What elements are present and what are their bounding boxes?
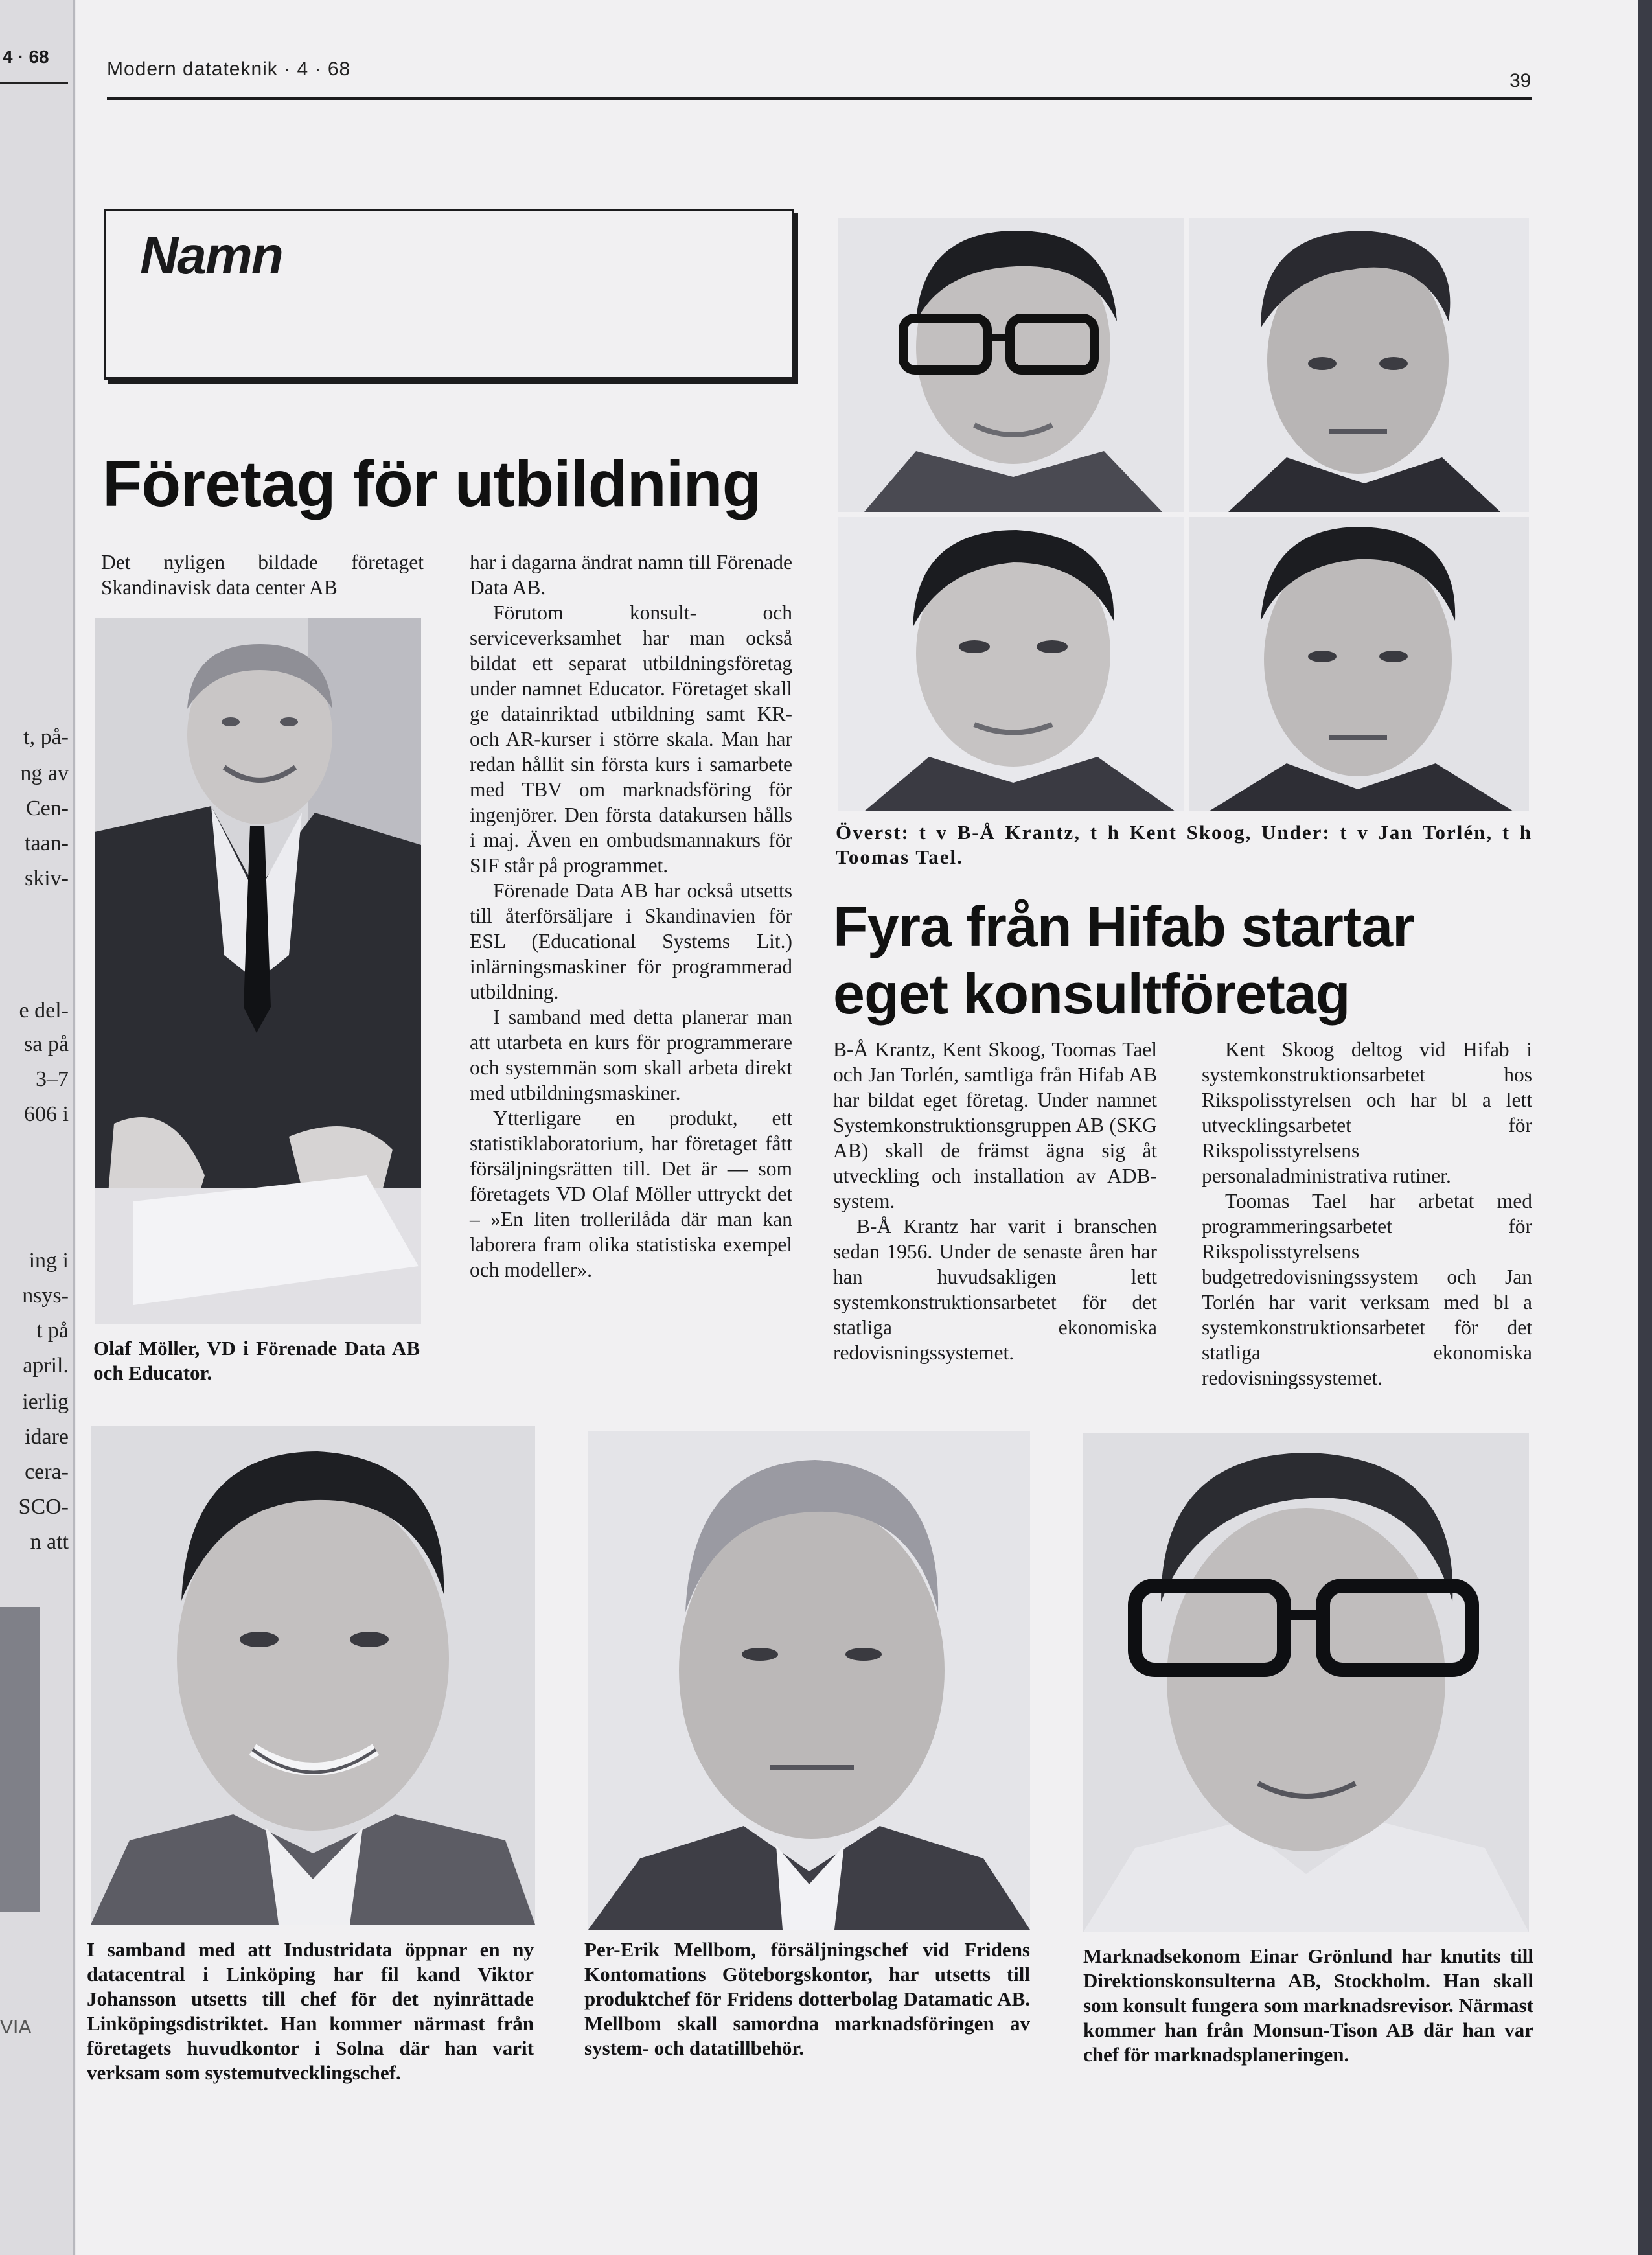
left-page-line: t på <box>36 1319 69 1343</box>
page-edge-shadow <box>1638 0 1652 2255</box>
article1-paragraph: har i dagarna ändrat namn till Förenade Data AB. <box>470 551 792 599</box>
article1-lead-column <box>101 549 424 600</box>
article1-paragraph: Förenade Data AB har också utsetts till återförsäljare i Skandinavien för ESL (Educational Systems Lit.) inlärningsmaskiner för programmerad utbildning. <box>470 879 792 1003</box>
left-page-line: taan- <box>25 831 69 855</box>
article2-headline <box>833 893 1414 1028</box>
left-page-logo: VIA <box>0 2017 32 2038</box>
left-page-line: Cen- <box>25 796 69 820</box>
article2-column-1 <box>833 1037 1157 1365</box>
article2-paragraph: Kent Skoog deltog vid Hifab i systemkonstruktionsarbetet hos Rikspolisstyrelsen och har bl a lett utvecklingsarbetet för Rikspolisstyrelsens personaladministrativa rutiner. <box>1202 1038 1532 1187</box>
caption-einar-gronlund: Marknadsekonom Einar Grönlund har knutits till Direktionskonsulterna AB, Stockholm. Han skall som konsult fungera som marknadsrevisor. Närmast kommer han från Monsun-Tison AB där han var chef för marknadsplaneringen. <box>1083 1945 1533 2066</box>
section-title-box <box>104 209 794 380</box>
article1-body <box>470 549 792 1282</box>
left-page-rule <box>0 82 68 84</box>
article1-lead: Det nyligen bildade företaget Skandinavisk data center AB <box>101 551 424 599</box>
left-page-line: e del- <box>19 999 69 1023</box>
photo-einar-gronlund <box>1083 1433 1529 1932</box>
caption-per-erik-mellbom: Per-Erik Mellbom, försäljningschef vid Fridens Kontomations Göteborgskontor, har utsetts till produktchef för Fridens dotterbolag Datamatic AB. Mellbom skall samordna marknadsföringen av system- och datatillbehör. <box>584 1938 1030 2059</box>
photo-per-erik-mellbom <box>588 1431 1030 1930</box>
article1-paragraph: Förutom konsult- och serviceverksamhet har man också bildat ett separat utbildningsföretag under namnet Educator. Företaget skall ge datainriktad utbildning samt KR- och AR-kurser i större skala. Man har redan hållit sin första kurs i samarbete med TBV om marknadsföring för ingenjörer. Den första datakursen hålls i maj. Även en ombudsmannakurs för SIF står på programmet. <box>470 601 792 877</box>
left-page-line: SCO- <box>18 1495 69 1519</box>
left-page-line: t, på- <box>23 725 69 749</box>
left-page-folio: 4 · 68 <box>3 47 49 67</box>
caption-viktor-johansson: I samband med att Industridata öppnar en ny datacentral i Linköping har fil kand Viktor Johansson utsetts till chef för det nyinrättade Linköpingsdistriktet. Han kommer närmast från företagets huvudkontor i Solna där han varit verksam som systemutvecklingschef. <box>87 1938 534 2084</box>
left-page-line: cera- <box>25 1460 69 1484</box>
article2-paragraph: B-Å Krantz, Kent Skoog, Toomas Tael och Jan Torlén, samtliga från Hifab AB har bildat eget företag. Under namnet Systemkonstruktionsgruppen AB (SKG AB) skall de främst ägna sig åt utveckling och installation av ADB-system. <box>833 1038 1157 1212</box>
left-page-line: 3–7 <box>36 1067 69 1091</box>
photo-skoog <box>1189 218 1529 512</box>
left-page-photo <box>0 1607 40 1912</box>
photo-viktor-johansson <box>91 1426 535 1925</box>
article2-headline-line: Fyra från Hifab startar <box>833 894 1414 958</box>
left-page-line: ng av <box>20 761 69 785</box>
section-title: Namn <box>140 226 282 285</box>
article1-paragraph: Ytterligare en produkt, ett statistiklaboratorium, har företaget fått försäljningsrätten till. Det är — som företagets VD Olaf Möller uttryckt det – »En liten trollerilåda där man kan laborera fram olika statistiska exempel och modeller». <box>470 1107 792 1281</box>
left-page-line: april. <box>23 1354 69 1378</box>
photo-tael <box>1189 517 1529 811</box>
page-number: 39 <box>1509 70 1532 91</box>
left-page-edge <box>0 0 75 2255</box>
left-page-line: nsys- <box>22 1284 69 1308</box>
article1-paragraph: I samband med detta planerar man att utarbeta en kurs för programmerare och systemmän som skall arbeta direkt med utbildningsmaskiner. <box>470 1006 792 1104</box>
photo-torlen <box>838 517 1184 811</box>
header-rule <box>107 97 1532 100</box>
article2-column-2 <box>1202 1037 1532 1391</box>
article2-paragraph: Toomas Tael har arbetat med programmeringsarbetet för Rikspolisstyrelsens budgetredovisningssystem och Jan Torlén har varit verksam med bl a systemkonstruktionsarbetet för det statliga ekonomiska redovisningssystemet. <box>1202 1190 1532 1389</box>
photo-krantz <box>838 218 1184 512</box>
article2-headline-line: eget konsultföretag <box>833 962 1350 1026</box>
photo-olaf-moller <box>95 618 421 1324</box>
left-page-line: idare <box>25 1425 69 1449</box>
caption-hifab-portraits: Överst: t v B-Å Krantz, t h Kent Skoog, Under: t v Jan Torlén, t h Toomas Tael. <box>836 821 1532 868</box>
article1-headline: Företag för utbildning <box>102 448 761 520</box>
running-head: Modern datateknik · 4 · 68 <box>107 58 351 80</box>
article2-paragraph: B-Å Krantz har varit i branschen sedan 1956. Under de senaste åren har han huvudsakligen lett systemkonstruktionsarbetet för det statliga ekonomiska redovisningssystemet. <box>833 1215 1157 1364</box>
left-page-line: n att <box>30 1530 69 1554</box>
left-page-line: skiv- <box>25 866 69 890</box>
left-page-line: ing i <box>29 1249 69 1273</box>
left-page-line: sa på <box>24 1032 69 1056</box>
left-page-line: ierlig <box>22 1390 69 1414</box>
left-page-line: 606 i <box>24 1102 69 1126</box>
caption-olaf-moller: Olaf Möller, VD i Förenade Data AB och Educator. <box>93 1337 420 1384</box>
